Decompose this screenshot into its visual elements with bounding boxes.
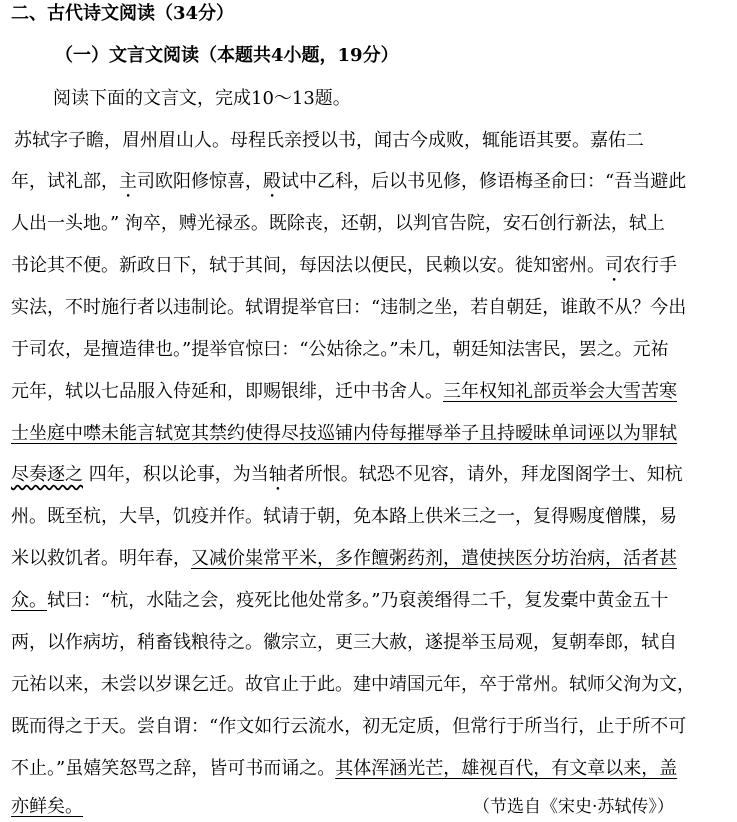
- underlined-passage: 三年权知礼部贡举会大雪苦寒: [443, 381, 677, 402]
- passage-line: 苏轼字子瞻，眉州眉山人。母程氏亲授以书，闻古今成败，辄能语其要。嘉佑二: [14, 130, 644, 151]
- passage-line: [11, 589, 668, 613]
- passage-line: [11, 757, 677, 781]
- passage-line: [11, 463, 683, 495]
- instruction: 阅读下面的文言文，完成10～13题。: [53, 88, 351, 109]
- passage-line: 元祐以来，未尝以岁课乞迁。故官止于此。建中靖国元年，卒于常州。轼师父洵为文，: [11, 674, 695, 695]
- underlined-sentence: 其体浑涵光芒，雄视百代，有文章以来，盖: [335, 758, 678, 779]
- passage-line: 州。既至杭，大旱，饥疫并作。轼请于朝，免本路上供米三之一，复得赐度僧牒，易: [11, 506, 677, 527]
- passage-line: [11, 547, 677, 571]
- text-span: 不止。”虽嬉笑怒骂之辞，皆可书而诵之。: [11, 758, 336, 779]
- text-span: 试中乙科，后以书见修，修语梅圣俞曰：“吾当避此: [281, 171, 687, 192]
- passage-line: 实法，不时施行者以违制论。轼谓提举官曰：“违制之坐，若自朝廷，谁敢不从？今出: [11, 297, 687, 318]
- text-span: 者所恨。轼恐不见容，请外，拜龙图阁学士、知杭: [286, 464, 683, 485]
- passage-line: 人出一头地。” 洵卒，赙光禄丞。既除丧，还朝，以判官告院，安石创行新法，轼上: [11, 213, 665, 234]
- source-citation: （节选自《宋史·苏轼传》）: [473, 797, 674, 817]
- passage-line: 两，以作病坊，稍畜钱粮待之。徽宗立，更三大赦，遂提举玉局观，复朝奉郎，轼自: [11, 632, 677, 653]
- text-span: 农行手: [623, 255, 677, 276]
- subsection-title: （一）文言文阅读（本题共4小题，19分）: [55, 45, 399, 66]
- section-title: 二、古代诗文阅读（34分）: [11, 3, 235, 24]
- text-span: 轼曰：“杭，水陆之会，疫死比他处常多。”乃裒羡缗得二千，复发橐中黄金五十: [47, 590, 669, 611]
- text-span: 书论其不便。新政日下，轼于其间，每因法以便民，民赖以安。徙知密州。: [11, 255, 605, 276]
- passage-line: [11, 170, 686, 202]
- dotted-char: 轴: [268, 464, 287, 485]
- passage-line: [11, 380, 677, 404]
- text-span: 元年，轼以七品服入侍延和，即赐银绯，迁中书舍人。: [11, 381, 443, 402]
- underlined-passage: 尽奏逐之: [11, 464, 83, 485]
- text-span: 年，试礼部，: [11, 171, 119, 192]
- text-span: 司欧阳修惊喜，: [137, 171, 263, 192]
- passage-line: [11, 254, 677, 286]
- text-span: 四年，积以论事，为当: [83, 464, 269, 485]
- underlined-sentence: 亦鲜矣。: [11, 796, 83, 817]
- dotted-char: 司: [605, 255, 623, 276]
- underlined-sentence: 众。: [11, 590, 47, 611]
- underlined-sentence: 又减价粜常平米，多作饘粥药剂，遣使挟医分坊治病，活者甚: [191, 548, 677, 569]
- text-span: 米以救饥者。明年春，: [11, 548, 191, 569]
- underlined-passage: 士坐庭中噤未能言轼宽其禁约使得尽技巡铺内侍每摧辱举子且持暧昧单词诬以为罪轼: [11, 423, 677, 444]
- dotted-char: 主: [119, 171, 137, 192]
- passage-line: 既而得之于天。尝自谓：“作文如行云流水，初无定质，但常行于所当行，止于所不可: [11, 716, 687, 737]
- passage-line: 于司农，是擅造律也。”提举官惊曰：“公姑徐之。”未几，朝廷知法害民，罢之。元祐: [11, 339, 669, 360]
- dotted-char: 殿: [263, 171, 281, 192]
